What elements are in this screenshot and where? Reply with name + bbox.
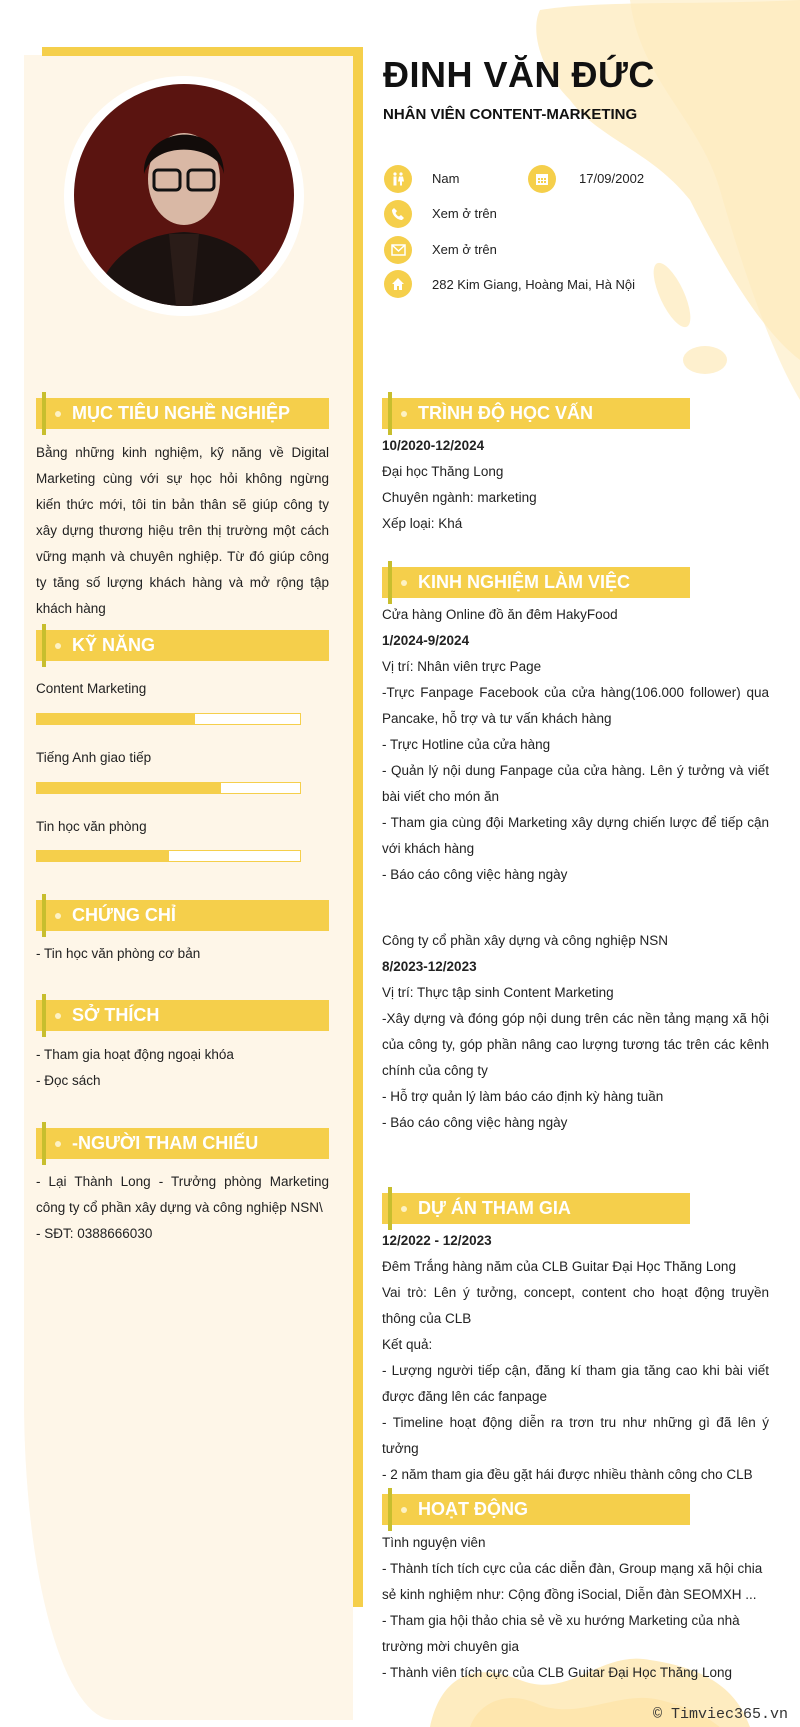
job-entry [382, 928, 769, 1136]
job-period: 1/2024-9/2024 [382, 633, 470, 648]
phone-icon [384, 200, 412, 228]
gender-icon [384, 165, 412, 193]
frame-right-bar [353, 47, 363, 1607]
objective-text: Bằng những kinh nghiệm, kỹ năng về Digital Marketing cùng với sự học hỏi không ngừng kiến thức mới, tôi tin bản thân sẽ giúp công ty xây dựng thương hiệu trên thị trường một cách vững mạnh và chuyên nghiệp. Từ đó giúp công ty tăng số lượng khách hàng và mở rộng tập khách hàng [36, 445, 329, 616]
list-item: - Lại Thành Long - Trưởng phòng Marketing công ty cổ phần xây dựng và công nghiệp NSN\ [36, 1174, 329, 1215]
section-title: -NGƯỜI THAM CHIẾU [72, 1133, 259, 1153]
certificates-list [36, 941, 329, 967]
list-item: Xếp loại: Khá [382, 516, 463, 531]
section-header-skills [36, 630, 329, 661]
section-header-experience [382, 567, 690, 598]
candidate-name: ĐINH VĂN ĐỨC [383, 54, 655, 95]
frame-top-bar [42, 47, 363, 56]
gender-value: Nam [432, 171, 460, 186]
list-item: Vị trí: Thực tập sinh Content Marketing [382, 985, 614, 1000]
activities-block [382, 1530, 769, 1686]
list-item: - Báo cáo công việc hàng ngày [382, 1115, 568, 1130]
skill-name: Content Marketing [36, 681, 147, 696]
list-item: Vai trò: Lên ý tưởng, concept, content cho hoạt động truyền thông của CLB [382, 1285, 769, 1326]
list-item: Vị trí: Nhân viên trực Page [382, 659, 542, 674]
email-value: Xem ở trên [432, 242, 497, 257]
job-company: Công ty cổ phần xây dựng và công nghiệp NSN [382, 933, 668, 948]
list-item: - Tham gia cùng đội Marketing xây dựng chiến lược để tiếp cận với khách hàng [382, 815, 769, 856]
section-header-projects [382, 1193, 690, 1224]
skill-progress-fill [37, 783, 221, 793]
section-title: CHỨNG CHỈ [72, 905, 176, 925]
list-item: - Trực Hotline của cửa hàng [382, 737, 551, 752]
list-item: - Quản lý nội dung Fanpage của cửa hàng. Lên ý tưởng và viết bài viết cho món ăn [382, 763, 769, 804]
list-item: - Lượng người tiếp cận, đăng kí tham gia tăng cao khi bài viết được đăng lên các fanpage [382, 1363, 769, 1404]
references-list [36, 1169, 329, 1247]
skill-progress-fill [37, 851, 169, 861]
job-period: 8/2023-12/2023 [382, 959, 477, 974]
list-item: - Thành tích tích cực của các diễn đàn, Group mạng xã hội chia sẻ kinh nghiệm như: Cộng đồng iSocial, Diễn đàn SEOMXH ... [382, 1561, 763, 1602]
calendar-icon [528, 165, 556, 193]
section-header-certificates [36, 900, 329, 931]
job-company: Cửa hàng Online đồ ăn đêm HakyFood [382, 607, 618, 622]
list-item: Chuyên ngành: marketing [382, 490, 537, 505]
list-item: - 2 năm tham gia đều gặt hái được nhiều thành công cho CLB [382, 1467, 753, 1482]
job-entry [382, 602, 769, 888]
skill-name: Tiếng Anh giao tiếp [36, 750, 152, 765]
list-item: - Tin học văn phòng cơ bản [36, 946, 201, 961]
education-period: 10/2020-12/2024 [382, 438, 485, 453]
list-item: Đại học Thăng Long [382, 464, 504, 479]
list-item: - Tham gia hoạt động ngoại khóa [36, 1047, 234, 1062]
section-title: KỸ NĂNG [72, 635, 156, 655]
skill-progress-bar [36, 713, 301, 725]
section-header-hobbies [36, 1000, 329, 1031]
hobbies-list [36, 1042, 329, 1094]
list-item: -Xây dựng và đóng góp nội dung trên các nền tảng mạng xã hội của công ty, góp phần nâng cao lượng tương tác trên các kênh chính của công ty [382, 1011, 769, 1078]
list-item: - SĐT: 0388666030 [36, 1226, 153, 1241]
job-title: NHÂN VIÊN CONTENT-MARKETING [383, 106, 638, 123]
avatar [74, 84, 294, 306]
list-item: - Báo cáo công việc hàng ngày [382, 867, 568, 882]
projects-block [382, 1228, 769, 1488]
list-item: - Đọc sách [36, 1073, 101, 1088]
list-item: Kết quả: [382, 1337, 433, 1352]
skill-progress-bar [36, 850, 301, 862]
section-title: TRÌNH ĐỘ HỌC VẤN [418, 403, 593, 423]
skill-name: Tin học văn phòng [36, 819, 147, 834]
section-title: DỰ ÁN THAM GIA [418, 1198, 571, 1218]
section-title: HOẠT ĐỘNG [418, 1499, 528, 1519]
email-icon [384, 236, 412, 264]
list-item: - Timeline hoạt động diễn ra trơn tru như những gì đã lên ý tưởng [382, 1415, 769, 1456]
list-item: - Hỗ trợ quản lý làm báo cáo định kỳ hàng tuần [382, 1089, 664, 1104]
section-title: KINH NGHIỆM LÀM VIỆC [418, 572, 631, 592]
education-block [382, 433, 769, 537]
section-title: SỞ THÍCH [72, 1005, 160, 1025]
watermark: © Timviec365.vn [652, 1706, 788, 1723]
skill-progress-fill [37, 714, 195, 724]
list-item: - Thành viên tích cực của CLB Guitar Đại Học Thăng Long [382, 1665, 732, 1680]
list-item: -Trực Fanpage Facebook của cửa hàng(106.000 follower) qua Pancake, hỗ trợ và tư vấn khách hàng [382, 685, 769, 726]
project-period: 12/2022 - 12/2023 [382, 1233, 492, 1248]
home-icon [384, 270, 412, 298]
section-title: MỤC TIÊU NGHỀ NGHIỆP [72, 403, 291, 423]
phone-value: Xem ở trên [432, 206, 497, 221]
section-header-references [36, 1128, 329, 1159]
skill-progress-bar [36, 782, 301, 794]
birthday-value: 17/09/2002 [579, 171, 645, 186]
list-item: - Tham gia hội thảo chia sẻ về xu hướng Marketing của nhà trường mời chuyên gia [382, 1613, 740, 1654]
section-header-education [382, 398, 690, 429]
section-header-objective [36, 398, 329, 429]
section-header-activities [382, 1494, 690, 1525]
address-value: 282 Kim Giang, Hoàng Mai, Hà Nội [432, 277, 636, 292]
list-item: Tình nguyện viên [382, 1535, 486, 1550]
list-item: Đêm Trắng hàng năm của CLB Guitar Đại Học Thăng Long [382, 1259, 736, 1274]
